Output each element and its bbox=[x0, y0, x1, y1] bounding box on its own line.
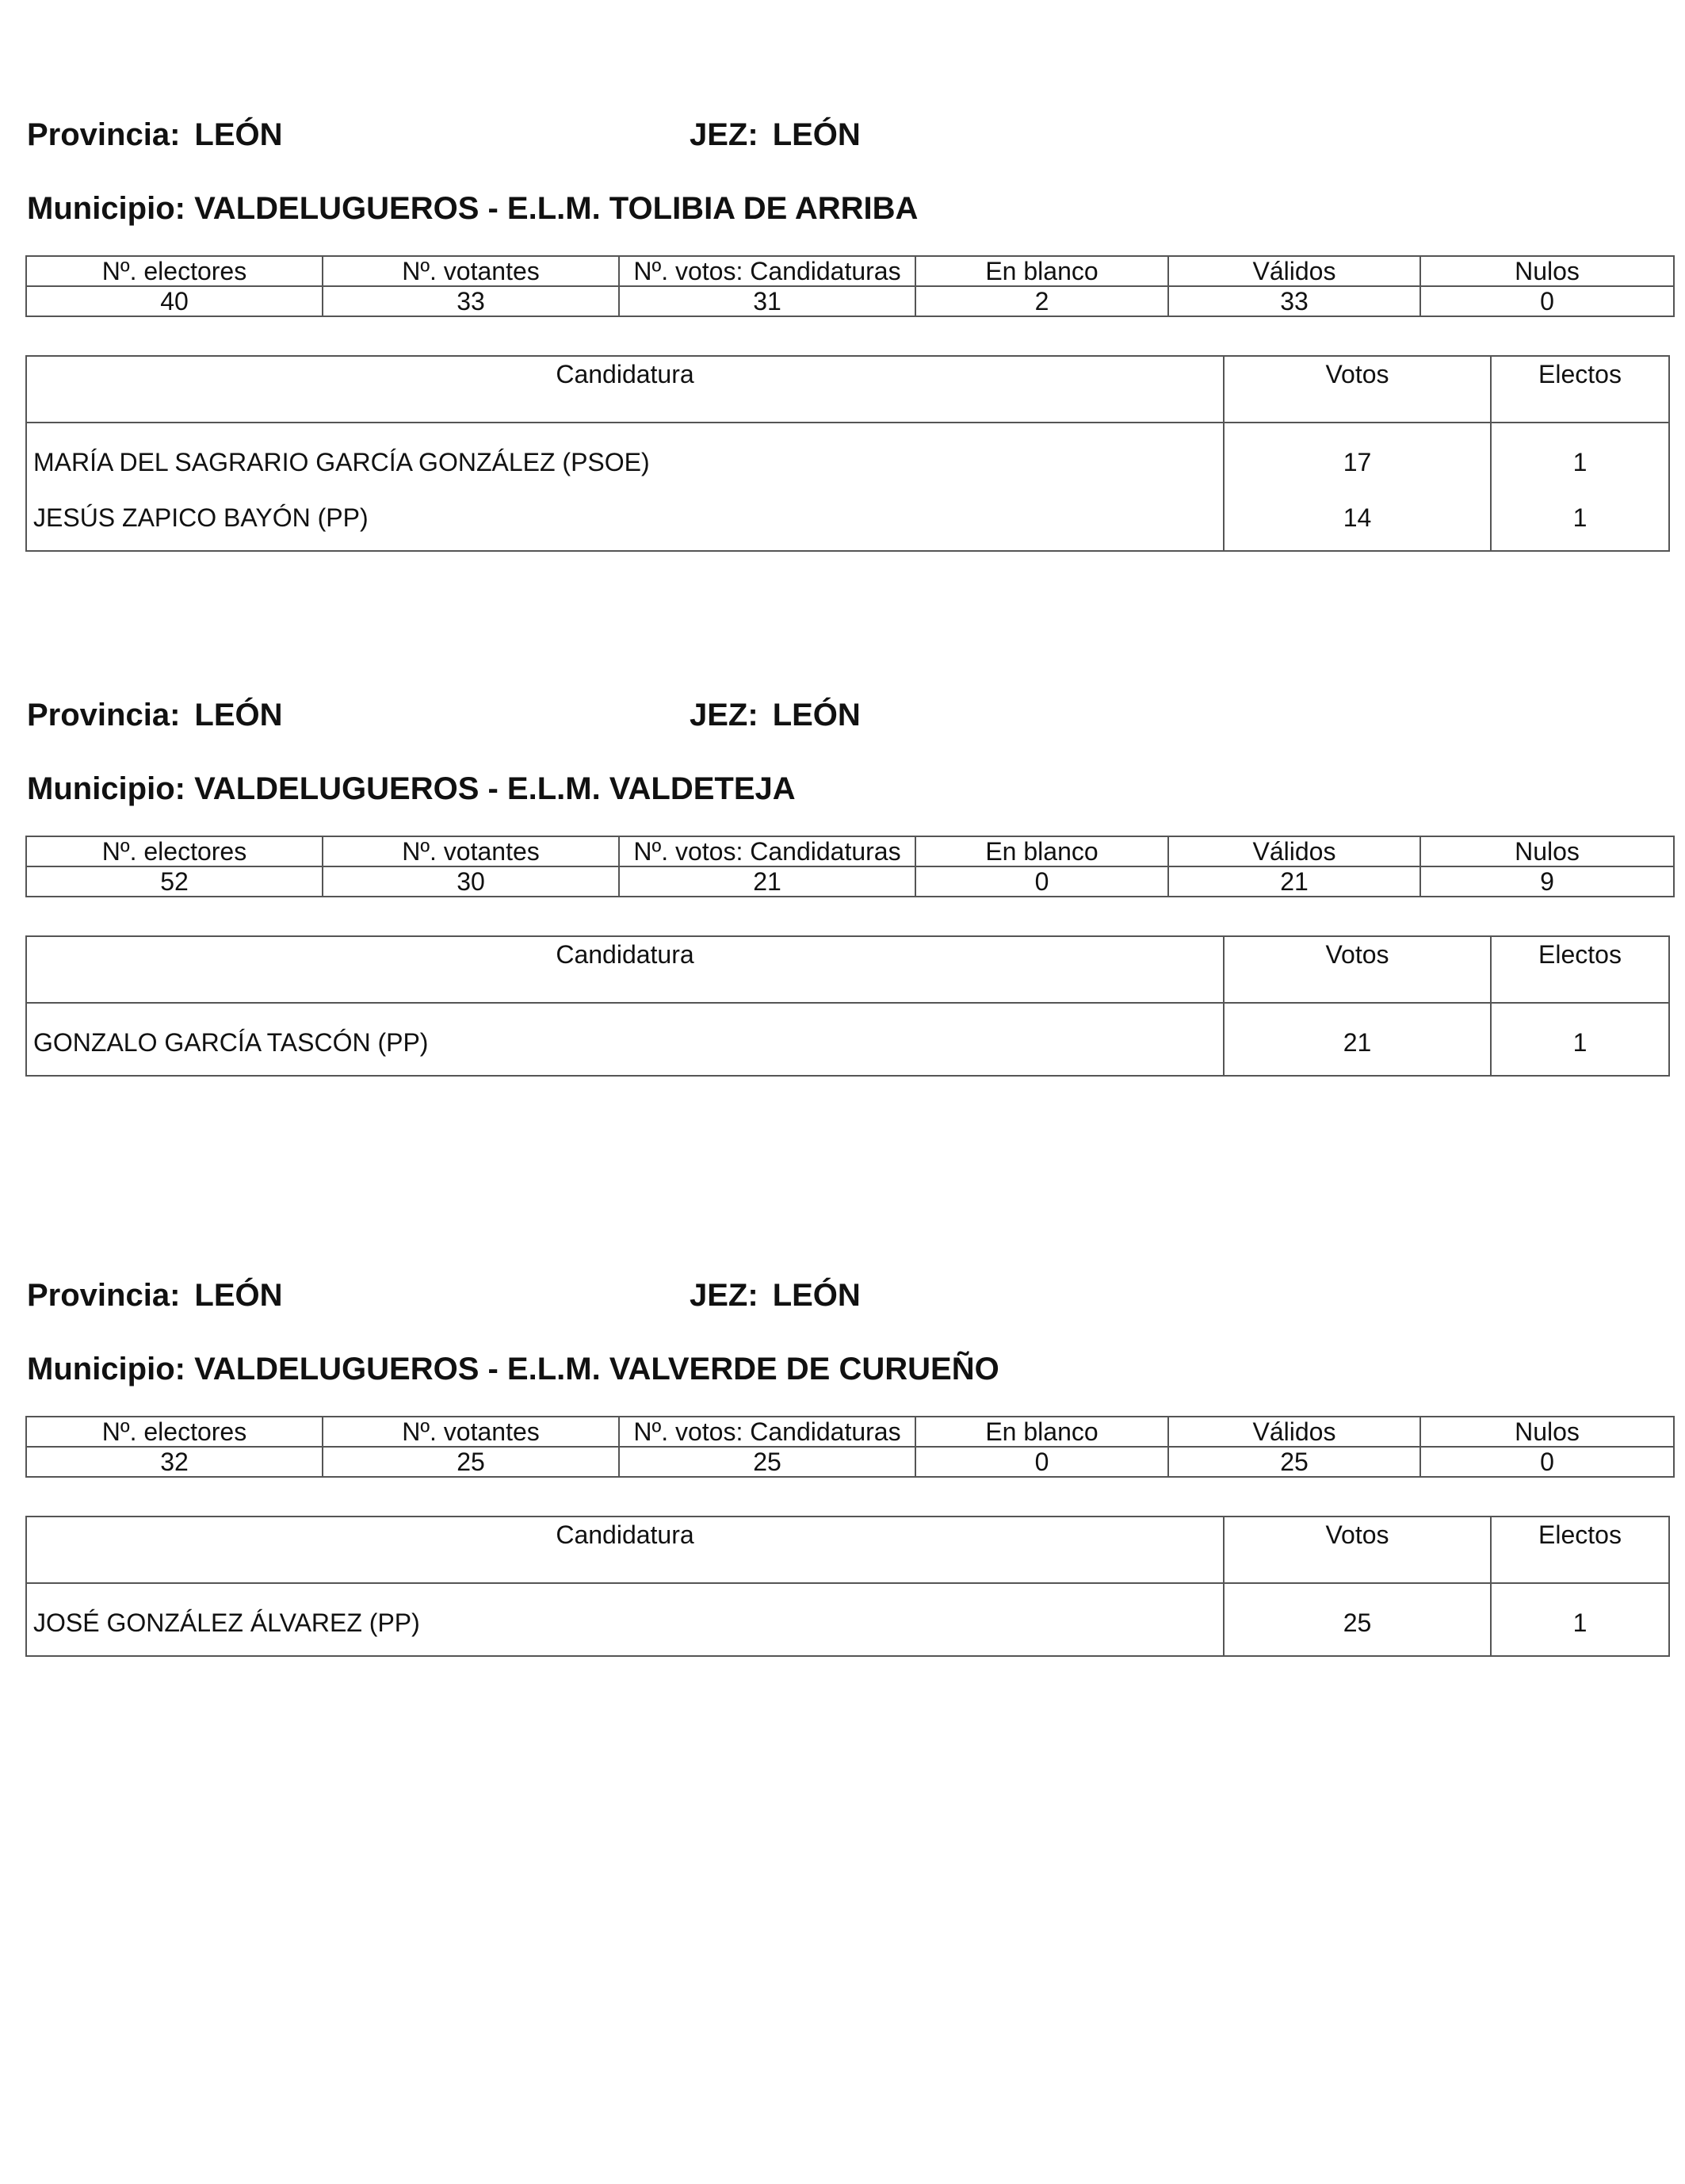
stats-nulos: 0 bbox=[1420, 1447, 1674, 1477]
stats-votos-candidaturas: 31 bbox=[619, 286, 915, 316]
stats-header-votos-candidaturas: Nº. votos: Candidaturas bbox=[619, 1417, 915, 1447]
header-electos: Electos bbox=[1491, 356, 1669, 423]
stats-table bbox=[25, 255, 1675, 317]
stats-en-blanco: 0 bbox=[915, 866, 1168, 897]
stats-header-validos: Válidos bbox=[1168, 1417, 1420, 1447]
stats-votantes: 25 bbox=[323, 1447, 619, 1477]
stats-table bbox=[25, 836, 1675, 897]
stats-en-blanco: 2 bbox=[915, 286, 1168, 316]
provincia-value: LEÓN bbox=[194, 698, 283, 732]
candidates-table bbox=[25, 1516, 1670, 1657]
candidate-votos: 25 bbox=[1224, 1583, 1491, 1656]
candidate-name: GONZALO GARCÍA TASCÓN (PP) bbox=[26, 1003, 1224, 1076]
provincia-heading: Provincia: LEÓN bbox=[27, 698, 283, 732]
jez-heading: JEZ: LEÓN bbox=[690, 1278, 861, 1313]
stats-header-row bbox=[26, 836, 1674, 866]
stats-value-row bbox=[26, 866, 1674, 897]
municipio-value: VALDELUGUEROS - E.L.M. VALVERDE DE CURUEÑO bbox=[194, 1352, 999, 1387]
candidate-electos: 1 bbox=[1491, 1583, 1669, 1656]
header-electos: Electos bbox=[1491, 936, 1669, 1003]
stats-nulos: 0 bbox=[1420, 286, 1674, 316]
stats-validos: 33 bbox=[1168, 286, 1420, 316]
candidate-electos: 1 bbox=[1491, 1003, 1669, 1076]
header-votos: Votos bbox=[1224, 1517, 1491, 1583]
stats-header-votantes: Nº. votantes bbox=[323, 836, 619, 866]
stats-header-en-blanco: En blanco bbox=[915, 836, 1168, 866]
header-candidatura: Candidatura bbox=[26, 1517, 1224, 1583]
header-electos: Electos bbox=[1491, 1517, 1669, 1583]
jez-heading: JEZ: LEÓN bbox=[690, 698, 861, 732]
stats-header-votantes: Nº. votantes bbox=[323, 256, 619, 286]
stats-votantes: 30 bbox=[323, 866, 619, 897]
candidate-electos: 1 bbox=[1491, 490, 1669, 551]
stats-header-nulos: Nulos bbox=[1420, 836, 1674, 866]
jez-heading: JEZ: LEÓN bbox=[690, 117, 861, 152]
header-votos: Votos bbox=[1224, 936, 1491, 1003]
stats-electores: 40 bbox=[26, 286, 323, 316]
header-candidatura: Candidatura bbox=[26, 936, 1224, 1003]
stats-header-electores: Nº. electores bbox=[26, 836, 323, 866]
candidates-table bbox=[25, 355, 1670, 552]
candidates-header-row bbox=[26, 1517, 1669, 1583]
stats-en-blanco: 0 bbox=[915, 1447, 1168, 1477]
stats-header-votos-candidaturas: Nº. votos: Candidaturas bbox=[619, 256, 915, 286]
stats-header-validos: Válidos bbox=[1168, 256, 1420, 286]
provincia-value: LEÓN bbox=[194, 1278, 283, 1313]
candidates-table bbox=[25, 935, 1670, 1077]
municipio-heading: Municipio: VALDELUGUEROS - E.L.M. VALVERDE DE CURUEÑO bbox=[27, 1352, 999, 1387]
stats-votos-candidaturas: 25 bbox=[619, 1447, 915, 1477]
stats-header-nulos: Nulos bbox=[1420, 256, 1674, 286]
stats-header-row bbox=[26, 1417, 1674, 1447]
municipio-value: VALDELUGUEROS - E.L.M. VALDETEJA bbox=[194, 771, 796, 806]
stats-header-electores: Nº. electores bbox=[26, 1417, 323, 1447]
stats-header-votantes: Nº. votantes bbox=[323, 1417, 619, 1447]
jez-value: LEÓN bbox=[772, 1278, 861, 1313]
candidate-votos: 14 bbox=[1224, 490, 1491, 551]
stats-electores: 32 bbox=[26, 1447, 323, 1477]
stats-votantes: 33 bbox=[323, 286, 619, 316]
candidate-name: JOSÉ GONZÁLEZ ÁLVAREZ (PP) bbox=[26, 1583, 1224, 1656]
header-votos: Votos bbox=[1224, 356, 1491, 423]
stats-header-electores: Nº. electores bbox=[26, 256, 323, 286]
header-candidatura: Candidatura bbox=[26, 356, 1224, 423]
stats-nulos: 9 bbox=[1420, 866, 1674, 897]
stats-validos: 25 bbox=[1168, 1447, 1420, 1477]
provincia-value: LEÓN bbox=[194, 117, 283, 152]
stats-header-en-blanco: En blanco bbox=[915, 1417, 1168, 1447]
jez-value: LEÓN bbox=[772, 698, 861, 732]
stats-header-row bbox=[26, 256, 1674, 286]
provincia-heading: Provincia: LEÓN bbox=[27, 117, 283, 152]
municipio-heading: Municipio: VALDELUGUEROS - E.L.M. VALDETEJA bbox=[27, 771, 796, 806]
stats-header-en-blanco: En blanco bbox=[915, 256, 1168, 286]
stats-table bbox=[25, 1416, 1675, 1478]
stats-header-votos-candidaturas: Nº. votos: Candidaturas bbox=[619, 836, 915, 866]
candidate-row bbox=[26, 1583, 1669, 1656]
jez-value: LEÓN bbox=[772, 117, 861, 152]
provincia-heading: Provincia: LEÓN bbox=[27, 1278, 283, 1313]
candidates-header-row bbox=[26, 356, 1669, 423]
candidate-name: MARÍA DEL SAGRARIO GARCÍA GONZÁLEZ (PSOE) bbox=[26, 423, 1224, 490]
stats-validos: 21 bbox=[1168, 866, 1420, 897]
stats-value-row bbox=[26, 286, 1674, 316]
candidate-electos: 1 bbox=[1491, 423, 1669, 490]
candidate-row bbox=[26, 423, 1669, 490]
municipio-value: VALDELUGUEROS - E.L.M. TOLIBIA DE ARRIBA bbox=[194, 191, 919, 226]
candidate-name: JESÚS ZAPICO BAYÓN (PP) bbox=[26, 490, 1224, 551]
stats-electores: 52 bbox=[26, 866, 323, 897]
stats-header-validos: Válidos bbox=[1168, 836, 1420, 866]
stats-header-nulos: Nulos bbox=[1420, 1417, 1674, 1447]
candidate-row bbox=[26, 1003, 1669, 1076]
candidate-row bbox=[26, 490, 1669, 551]
municipio-heading: Municipio: VALDELUGUEROS - E.L.M. TOLIBIA DE ARRIBA bbox=[27, 191, 919, 226]
stats-votos-candidaturas: 21 bbox=[619, 866, 915, 897]
candidate-votos: 17 bbox=[1224, 423, 1491, 490]
stats-value-row bbox=[26, 1447, 1674, 1477]
candidates-header-row bbox=[26, 936, 1669, 1003]
candidate-votos: 21 bbox=[1224, 1003, 1491, 1076]
